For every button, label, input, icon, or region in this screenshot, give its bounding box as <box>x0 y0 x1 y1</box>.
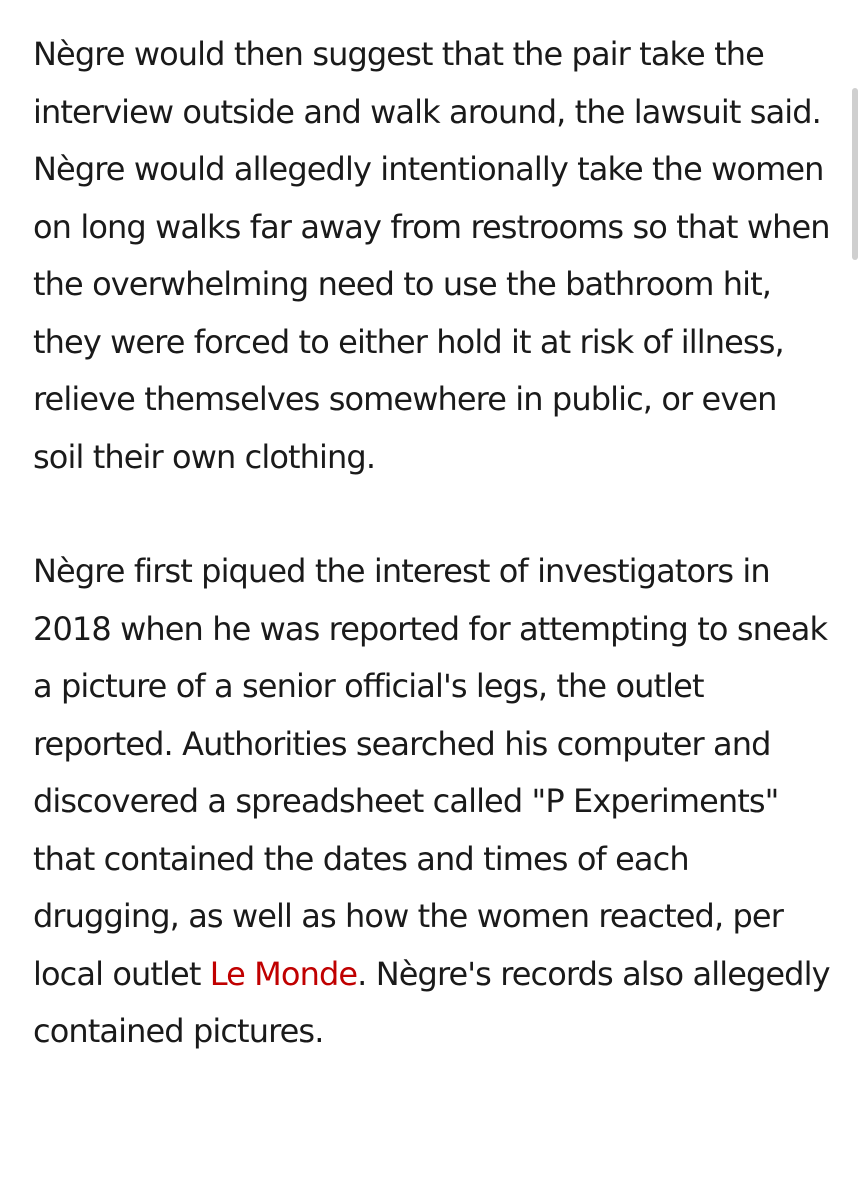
paragraph-2-text-after-link: . Nègre's records also allegedly contained pictures. <box>33 954 830 1050</box>
le-monde-link[interactable]: Le Monde <box>209 954 358 993</box>
paragraph-2-text-before-link: Nègre first piqued the interest of investigators in 2018 when he was reported for attempting to sneak a picture of a senior official's legs, the outlet reported. Authorities searched his computer and discovered a spreadsheet called "P Experiments" that contained the dates and times of each drugging, as well as how the women reacted, per local outlet <box>33 552 828 993</box>
article-paragraph-1: Nègre would then suggest that the pair take the interview outside and walk around, the lawsuit said. Nègre would allegedly intentionally take the women on long walks far away from restrooms so that when the overwhelming need to use the bathroom hit, they were forced to either hold it at risk of illness, relieve themselves somewhere in public, or even soil their own clothing. <box>33 35 830 476</box>
article-body <box>33 26 833 1061</box>
article-paragraph-2 <box>33 543 833 1061</box>
vertical-scrollbar[interactable] <box>852 88 858 260</box>
